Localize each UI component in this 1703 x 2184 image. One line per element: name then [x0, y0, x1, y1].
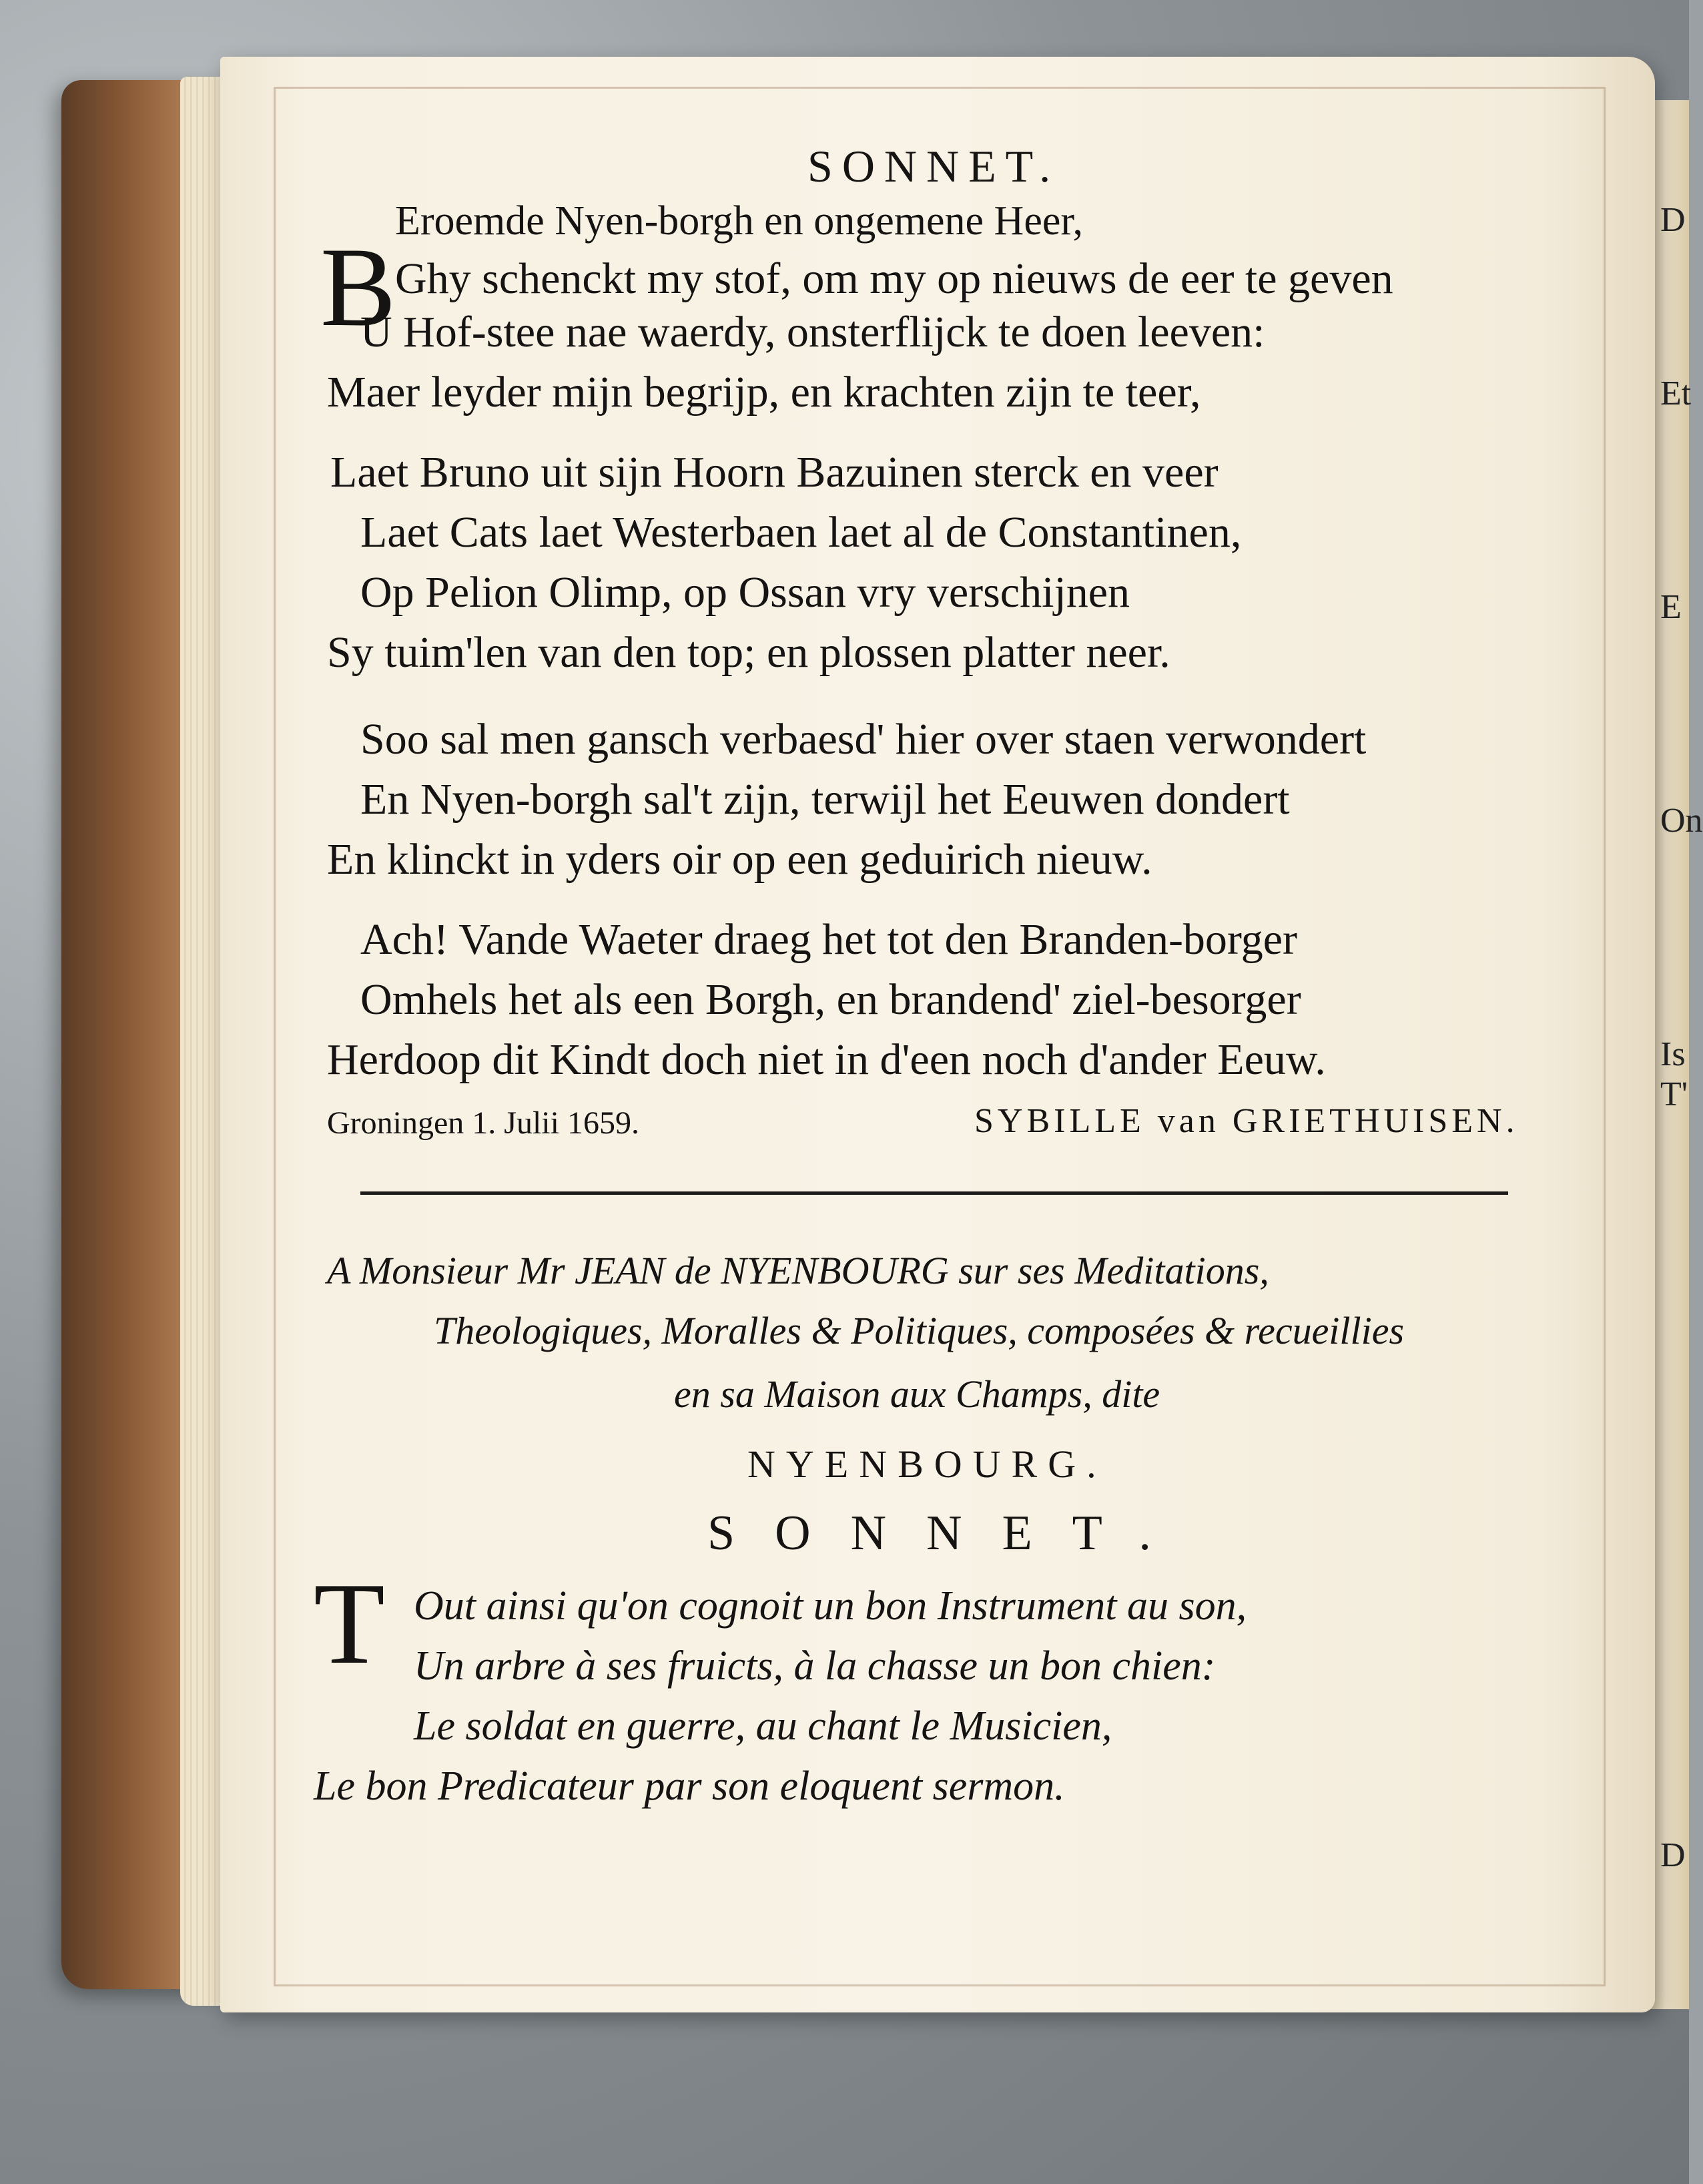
dedication-line: en sa Maison aux Champs, dite [674, 1372, 1160, 1416]
poem-line: Sy tuim'len van den top; en plossen platter neer. [327, 628, 1170, 677]
dedication-line: A Monsieur Mr JEAN de NYENBOURG sur ses Meditations, [327, 1249, 1269, 1292]
poem-line: Laet Cats laet Westerbaen laet al de Constantinen, [360, 508, 1242, 557]
poem-line: Soo sal men gansch verbaesd' hier over staen verwondert [360, 715, 1367, 764]
sonnet-title: SONNET. [707, 1506, 1191, 1561]
drop-cap: T [314, 1559, 385, 1688]
poem-line: Un arbre à ses fruicts, à la chasse un bon chien: [414, 1643, 1216, 1689]
poem-line: En klinckt in yders oir op een geduirich nieuw. [327, 835, 1152, 884]
facing-page-letter: Is [1660, 1035, 1686, 1073]
poem-line: Omhels het als een Borgh, en brandend' ziel-besorger [360, 975, 1301, 1024]
poem-line: Op Pelion Olimp, op Ossan vry verschijnen [360, 568, 1130, 617]
facing-page-letter: E [1660, 588, 1682, 626]
facing-page-letter: D [1660, 201, 1686, 239]
poem-line: Le soldat en guerre, au chant le Musicien, [414, 1703, 1112, 1749]
drop-cap: B [320, 224, 396, 350]
facing-page-letter: D [1660, 1836, 1686, 1874]
poem-line: U Hof-stee nae waerdy, onsterflijck te doen leeven: [360, 308, 1265, 356]
section-divider [360, 1191, 1508, 1195]
facing-page-letter: T' [1660, 1075, 1688, 1113]
poem-line: Ghy schenckt my stof, om my op nieuws de eer te geven [395, 254, 1393, 303]
poem-line: Herdoop dit Kindt doch niet in d'een noch d'ander Eeuw. [327, 1035, 1326, 1084]
dedication-line: Theologiques, Moralles & Politiques, composées & recueillies [434, 1309, 1405, 1352]
facing-page-letter: Et [1660, 374, 1692, 413]
dedication-name: NYENBOURG. [747, 1442, 1107, 1486]
poem-line: En Nyen-borgh sal't zijn, terwijl het Eeuwen dondert [360, 775, 1290, 824]
facing-page-letter: On [1660, 802, 1703, 840]
book-page [220, 57, 1655, 2012]
poem-line: Maer leyder mijn begrijp, en krachten zijn te teer, [327, 368, 1201, 417]
poem-line: Ach! Vande Waeter draeg het tot den Branden-borger [360, 915, 1297, 964]
poem-line: Laet Bruno uit sijn Hoorn Bazuinen sterck en veer [330, 448, 1219, 497]
author-signature: SYBILLE van GRIETHUISEN. [974, 1102, 1519, 1140]
sonnet-title: SONNET. [807, 141, 1060, 192]
poem-line: Le bon Predicateur par son eloquent sermon. [314, 1763, 1065, 1809]
place-date: Groningen 1. Julii 1659. [327, 1105, 639, 1141]
poem-line: Eroemde Nyen-borgh en ongemene Heer, [395, 198, 1084, 244]
poem-line: Out ainsi qu'on cognoit un bon Instrument au son, [414, 1583, 1247, 1629]
